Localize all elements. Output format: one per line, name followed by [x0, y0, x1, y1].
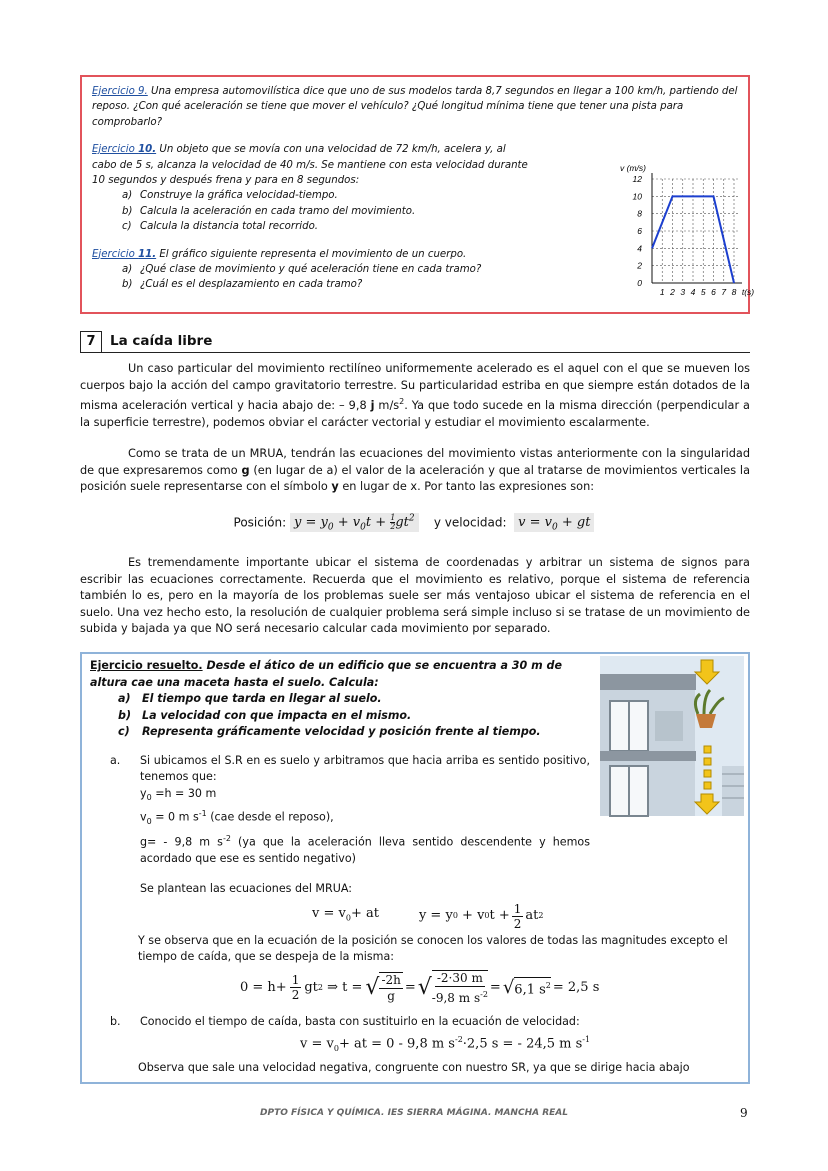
- item-mark: b): [122, 205, 133, 217]
- exercise-9-label: Ejercicio 9.: [92, 86, 148, 97]
- y-tick-label: 8: [637, 208, 642, 219]
- item-mark: c): [118, 725, 130, 738]
- superscript: 2: [399, 397, 405, 407]
- list-item: [122, 262, 532, 277]
- part-a-mark: a.: [110, 753, 121, 767]
- initial-velocity: [140, 806, 590, 830]
- subscript: 0: [146, 792, 152, 802]
- sqrt-icon: √: [502, 976, 515, 998]
- section-number: 7: [80, 331, 102, 353]
- note: (ya que la aceleración lleva sentido descendente y hemos acordado que ese es sentido negativo): [140, 835, 590, 865]
- subscript: 0: [484, 911, 490, 921]
- fraction-numerator: -2·30 m: [436, 970, 483, 985]
- x-tick-label: 5: [700, 287, 706, 297]
- note: (cae desde el reposo),: [206, 810, 334, 824]
- item-mark: b): [122, 279, 133, 291]
- y-tick-label: 12: [632, 174, 642, 184]
- fraction-denominator: 2: [513, 916, 522, 931]
- sqrt-icon: √: [365, 974, 380, 1000]
- final-observation: Observa que sale una velocidad negativa, congruente con nuestro SR, ya que se dirige hacia abajo: [138, 1060, 690, 1074]
- item-text: La velocidad con que impacta en el mismo.: [142, 708, 412, 722]
- exercise-11-text: El gráfico siguiente representa el movimiento de un cuerpo.: [156, 248, 467, 260]
- x-tick-label: 6: [711, 287, 716, 297]
- exercise-11: [92, 247, 532, 293]
- fraction-denominator: 2: [291, 988, 300, 1003]
- item-mark: a): [122, 190, 133, 202]
- paragraph-intro-text-c: . Ya que todo sucede en la misma dirección (perpendicular a la superficie terrestre), podemos obviar el carácter vectorial y estudiar el movimiento escalarmente.: [80, 398, 750, 429]
- exercise-9-text: Una empresa automovilística dice que uno de sus modelos tarda 8,7 segundos en llegar a 100 km/h, partiendo del reposo. ¿Con qué aceleración se tiene que mover el vehículo? ¿Qué longitud mínima tiene que tener una pista para comprobarlo?: [92, 86, 738, 128]
- symbol: v: [140, 810, 147, 824]
- section-header: [80, 331, 750, 353]
- position-equation: [419, 902, 544, 931]
- part-b-mark: b.: [110, 1014, 121, 1028]
- x-tick-label: 3: [680, 287, 686, 297]
- paragraph-mrua-text-b: (en lugar de a) el valor de la aceleración y que al tratarse de movimientos verticales la posición suele representarse con el símbolo: [80, 463, 750, 494]
- y-tick-label: 4: [637, 243, 642, 254]
- list-item: [122, 188, 532, 203]
- x-tick-label: 2: [670, 287, 675, 297]
- formula-part: + gt: [557, 515, 591, 531]
- superscript: -2: [222, 833, 231, 843]
- exercise-11-items: [122, 262, 532, 293]
- formula-part: y = y: [294, 515, 328, 531]
- solved-exercise-label: Ejercicio resuelto.: [90, 659, 203, 672]
- solved-exercise-intro: Desde el ático de un edificio que se encuentra a 30 m de altura cae una maceta hasta el suelo. Calcula:: [90, 659, 562, 689]
- exercise-10-label: [92, 144, 156, 155]
- equals-sign: =: [404, 979, 416, 995]
- fraction: [432, 970, 488, 1006]
- item-mark: a): [118, 692, 131, 705]
- fraction-numerator: 1: [291, 973, 300, 988]
- formula-part: v = v: [312, 905, 346, 921]
- fraction-denominator: [432, 987, 488, 1006]
- y-tick-label: 0: [637, 278, 642, 288]
- paragraph-mrua-text-c: en lugar de x. Por tanto las expresiones son:: [338, 480, 595, 494]
- item-mark: a): [122, 264, 133, 276]
- symbol: y: [140, 786, 147, 800]
- symbol-y: y: [331, 480, 339, 494]
- formula-part: gt: [304, 979, 318, 995]
- formula-part: v = v: [300, 1036, 334, 1052]
- part-b-text: Conocido el tiempo de caída, basta con sustituirlo en la ecuación de velocidad:: [140, 1014, 580, 1028]
- exercise-11-label: [92, 249, 156, 260]
- initial-height: [140, 786, 590, 807]
- symbol-g: g: [241, 463, 250, 477]
- fraction-numerator: 1: [390, 513, 396, 523]
- exercise-9: [92, 84, 738, 130]
- formula-part: = 2,5 s: [552, 979, 600, 995]
- y-tick-label: 6: [637, 226, 642, 236]
- fraction-numerator: 1: [513, 901, 522, 916]
- formula-part: ·2,5 s = - 24,5 m s: [462, 1036, 583, 1052]
- superscript: -2: [480, 989, 488, 999]
- fraction-half: [512, 902, 524, 931]
- item-text: Construye la gráfica velocidad-tiempo.: [140, 190, 338, 202]
- exercise-10-text: Un objeto que se movía con una velocidad de 72 km/h, acelera y, al cabo de 5 s, alcanza la velocidad de 40 m/s. Se mantiene con esta velocidad durante 10 segundos y después frena y para en 8 segundos:: [92, 144, 528, 187]
- part-a-text: Si ubicamos el S.R en es suelo y arbitramos que hacia arriba es sentido positivo, tenemos que:: [140, 753, 590, 783]
- subscript: 0: [452, 911, 458, 921]
- velocity-formula: [514, 513, 594, 532]
- solved-exercise-heading: [90, 658, 600, 691]
- x-tick-label: 1: [659, 287, 665, 297]
- item-text: ¿Qué clase de movimiento y qué aceleración tiene en cada tramo?: [140, 264, 482, 276]
- fraction-denominator: g: [387, 988, 395, 1003]
- part-a-body: [140, 753, 590, 868]
- x-tick-label: 8: [731, 287, 737, 297]
- solution-part-b: [90, 1014, 740, 1031]
- superscript: -1: [198, 809, 207, 819]
- paragraph-intro-text-a: Un caso particular del movimiento rectilíneo uniformemente acelerado es el aquel con el que se mueven los cuerpos bajo la acción del campo gravitatorio terrestre. Su particularidad estriba en que siempre están dotados de la misma aceleración vertical y hacia abajo de: – 9,8: [80, 362, 750, 412]
- paragraph-mrua-text-a: Como se trata de un MRUA, tendrán las ecuaciones del movimiento vistas anteriormente con la singularidad de que expresaremos como: [80, 447, 750, 477]
- paragraph-coordinates: Es tremendamente importante ubicar el sistema de coordenadas y arbitrar un sistema de signos para escribir las ecuaciones correctamente. Recuerda que el movimiento es relativo, porque el sistema de referencia también lo es, pero en la mayoría de los problemas suele ser más ventajoso ubicar el sistema de referencia en el suelo. Una vez hecho esto, la resolución de cualquier problema será simple incluso si se tratase de un movimiento de subida y bajada ya que NO será necesario calcular cada movimiento por separado.: [80, 556, 750, 636]
- item-text: Calcula la distancia total recorrido.: [140, 221, 319, 233]
- subscript: 0: [146, 817, 152, 827]
- y-tick-label: 2: [637, 260, 642, 271]
- subscript: 0: [345, 913, 351, 923]
- exercise-10: [92, 142, 532, 234]
- velocity-equation: [312, 906, 379, 927]
- item-text: ¿Cuál es el desplazamiento en cada tramo?: [140, 279, 363, 291]
- observe-text: Y se observa que en la ecuación de la posición se conocen los valores de todas las magnitudes excepto el tiempo de caída, que se despeja de la misma:: [138, 933, 728, 964]
- superscript: -2: [454, 1035, 463, 1045]
- superscript: 2: [545, 980, 551, 990]
- paragraph-mrua: [80, 446, 750, 496]
- fraction: [379, 972, 402, 1004]
- position-formula: [290, 513, 419, 532]
- item-text: Representa gráficamente velocidad y posición frente al tiempo.: [142, 725, 541, 738]
- impact-velocity-equation: [300, 1032, 740, 1057]
- item-text: El tiempo que tarda en llegar al suelo.: [142, 692, 382, 705]
- formula-part: t +: [489, 908, 510, 924]
- formula-part: ⇒ t =: [327, 979, 363, 995]
- exercise-10-items: [122, 188, 532, 234]
- velocity-time-graph: [534, 159, 755, 305]
- denominator-text: -9,8 m s: [431, 990, 481, 1005]
- exercise-10-label-number: 10.: [138, 144, 157, 156]
- formula-part: 6,1 s: [514, 982, 546, 998]
- fraction-denominator: 2: [390, 522, 396, 532]
- gravity-value: [140, 831, 590, 868]
- item-mark: b): [118, 708, 132, 722]
- formula-part: y = y: [418, 908, 453, 924]
- paragraph-intro-text-b: m/s: [374, 398, 400, 412]
- subscript: 0: [552, 522, 558, 533]
- exercises-box: [80, 75, 755, 314]
- formula-part: + at = 0 - 9,8 m s: [338, 1036, 455, 1052]
- mrua-text: Se plantean las ecuaciones del MRUA:: [140, 882, 352, 896]
- formula-part: gt: [395, 515, 409, 531]
- fraction-half: [290, 973, 302, 1002]
- item-text: Calcula la aceleración en cada tramo del movimiento.: [140, 205, 416, 217]
- formula-part: + at: [350, 905, 379, 921]
- x-tick-label: 4: [690, 287, 696, 297]
- exercise-10-label-word: Ejercicio: [92, 144, 139, 156]
- fall-time-equation: [240, 970, 740, 1006]
- vector-j: j: [370, 398, 375, 412]
- list-item: [122, 204, 532, 219]
- formulas-line: [0, 514, 828, 533]
- formula-part: + v: [333, 515, 361, 531]
- x-axis-label: t(s): [741, 287, 755, 297]
- solved-exercise-box: [80, 652, 750, 1084]
- superscript: 2: [317, 982, 323, 992]
- sqrt-radicand: [514, 977, 551, 999]
- value: =h = 30 m: [151, 786, 217, 800]
- value: g= - 9,8 m s: [140, 835, 223, 849]
- list-item: [122, 219, 532, 234]
- page-footer: DPTO FÍSICA Y QUÍMICA. IES SIERRA MÁGINA. MANCHA REAL: [260, 1108, 568, 1118]
- page-number: 9: [740, 1106, 748, 1120]
- formula-part: + v: [462, 908, 485, 924]
- position-label: Posición:: [233, 515, 287, 530]
- superscript: 2: [538, 911, 544, 921]
- section-title: La caída libre: [110, 333, 213, 349]
- y-axis-label: v (m/s): [620, 163, 646, 173]
- formula-part: v = v: [518, 515, 553, 531]
- building-falling-pot-illustration: [600, 656, 744, 816]
- list-item: [122, 277, 532, 292]
- exercise-11-label-number: 11.: [138, 248, 157, 260]
- subscript: 0: [333, 1044, 339, 1054]
- paragraph-intro: [80, 361, 750, 431]
- mrua-equations: [312, 902, 740, 931]
- superscript: 2: [408, 514, 415, 524]
- fraction-numerator: -2h: [381, 972, 401, 987]
- x-tick-label: 7: [721, 287, 727, 297]
- y-tick-label: 10: [632, 191, 642, 202]
- sqrt-icon: √: [417, 974, 432, 1000]
- exercise-11-label-word: Ejercicio: [92, 248, 139, 260]
- formula-part: t +: [365, 515, 391, 531]
- item-mark: c): [122, 221, 132, 233]
- value: = 0 m s: [151, 810, 199, 824]
- subscript: 0: [360, 522, 366, 533]
- formula-part: 0 = h+: [240, 979, 287, 995]
- formula-part: at: [525, 908, 539, 924]
- superscript: -1: [582, 1035, 591, 1045]
- equals-sign: =: [489, 979, 501, 995]
- subscript: 0: [327, 522, 334, 533]
- velocity-label: y velocidad:: [433, 515, 507, 530]
